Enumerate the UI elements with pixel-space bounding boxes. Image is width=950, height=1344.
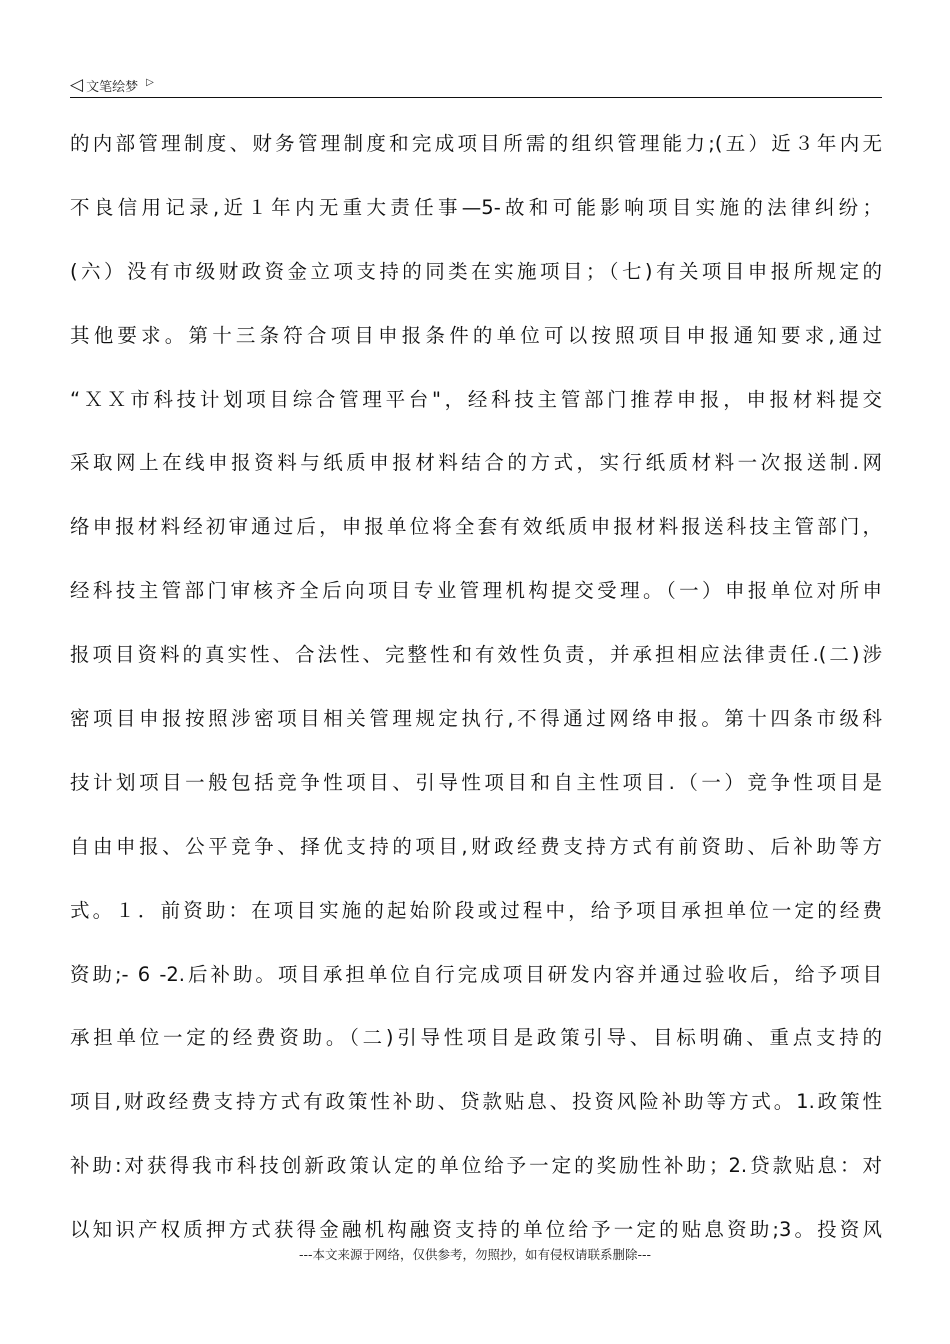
body-line: 承担单位一定的经费资助。（二)引导性项目是政策引导、目标明确、重点支持的 [70,1026,882,1050]
body-line: “ＸＸ市科技计划项目综合管理平台"，经科技主管部门推荐申报，申报材料提交 [70,387,882,411]
body-line: 技计划项目一般包括竞争性项目、引导性项目和自主性项目.（一）竞争性项目是 [70,770,882,794]
header-divider [70,97,882,98]
body-line: 以知识产权质押方式获得金融机构融资支持的单位给予一定的贴息资助;3。投资风 [70,1218,882,1242]
body-line: 其他要求。第十三条符合项目申报条件的单位可以按照项目申报通知要求,通过 [70,323,882,347]
body-line: 经科技主管部门审核齐全后向项目专业管理机构提交受理。（一）申报单位对所申 [70,579,882,603]
body-line: 密项目申报按照涉密项目相关管理规定执行,不得通过网络申报。第十四条市级科 [70,707,882,731]
body-line: 采取网上在线申报资料与纸质申报材料结合的方式，实行纸质材料一次报送制.网 [70,451,882,475]
document-body [70,112,882,1262]
body-line: 的内部管理制度、财务管理制度和完成项目所需的组织管理能力;(五）近３年内无 [70,132,882,155]
body-line: 不良信用记录,近１年内无重大责任事—5-故和可能影响项目实施的法律纠纷； [70,195,882,219]
body-line: (六）没有市级财政资金立项支持的同类在实施项目；（七)有关项目申报所规定的 [70,259,882,283]
body-line: 补助:对获得我市科技创新政策认定的单位给予一定的奖励性补助；2.贷款贴息：对 [70,1154,882,1178]
body-line: 自由申报、公平竞争、择优支持的项目,财政经费支持方式有前资助、后补助等方 [70,834,882,858]
page-footer: ---本文来源于网络，仅供参考，勿照抄，如有侵权请联系删除--- [298,1247,652,1262]
body-line: 式。１．前资助：在项目实施的起始阶段或过程中，给予项目承担单位一定的经费 [70,898,882,922]
header-title: 文笔绘梦 [86,79,139,95]
body-line: 项目,财政经费支持方式有政策性补助、贷款贴息、投资风险补助等方式。1.政策性 [70,1090,882,1114]
body-line: 络申报材料经初审通过后，申报单位将全套有效纸质申报材料报送科技主管部门， [70,515,882,539]
page-header [70,74,154,96]
triangle-right-icon: ▷ [146,76,154,88]
triangle-left-icon: ◁ [70,75,84,95]
body-line: 资助;- 6 -2.后补助。项目承担单位自行完成项目研发内容并通过验收后，给予项目 [70,962,882,986]
body-line: 报项目资料的真实性、合法性、完整性和有效性负责，并承担相应法律责任.(二)涉 [70,643,882,667]
